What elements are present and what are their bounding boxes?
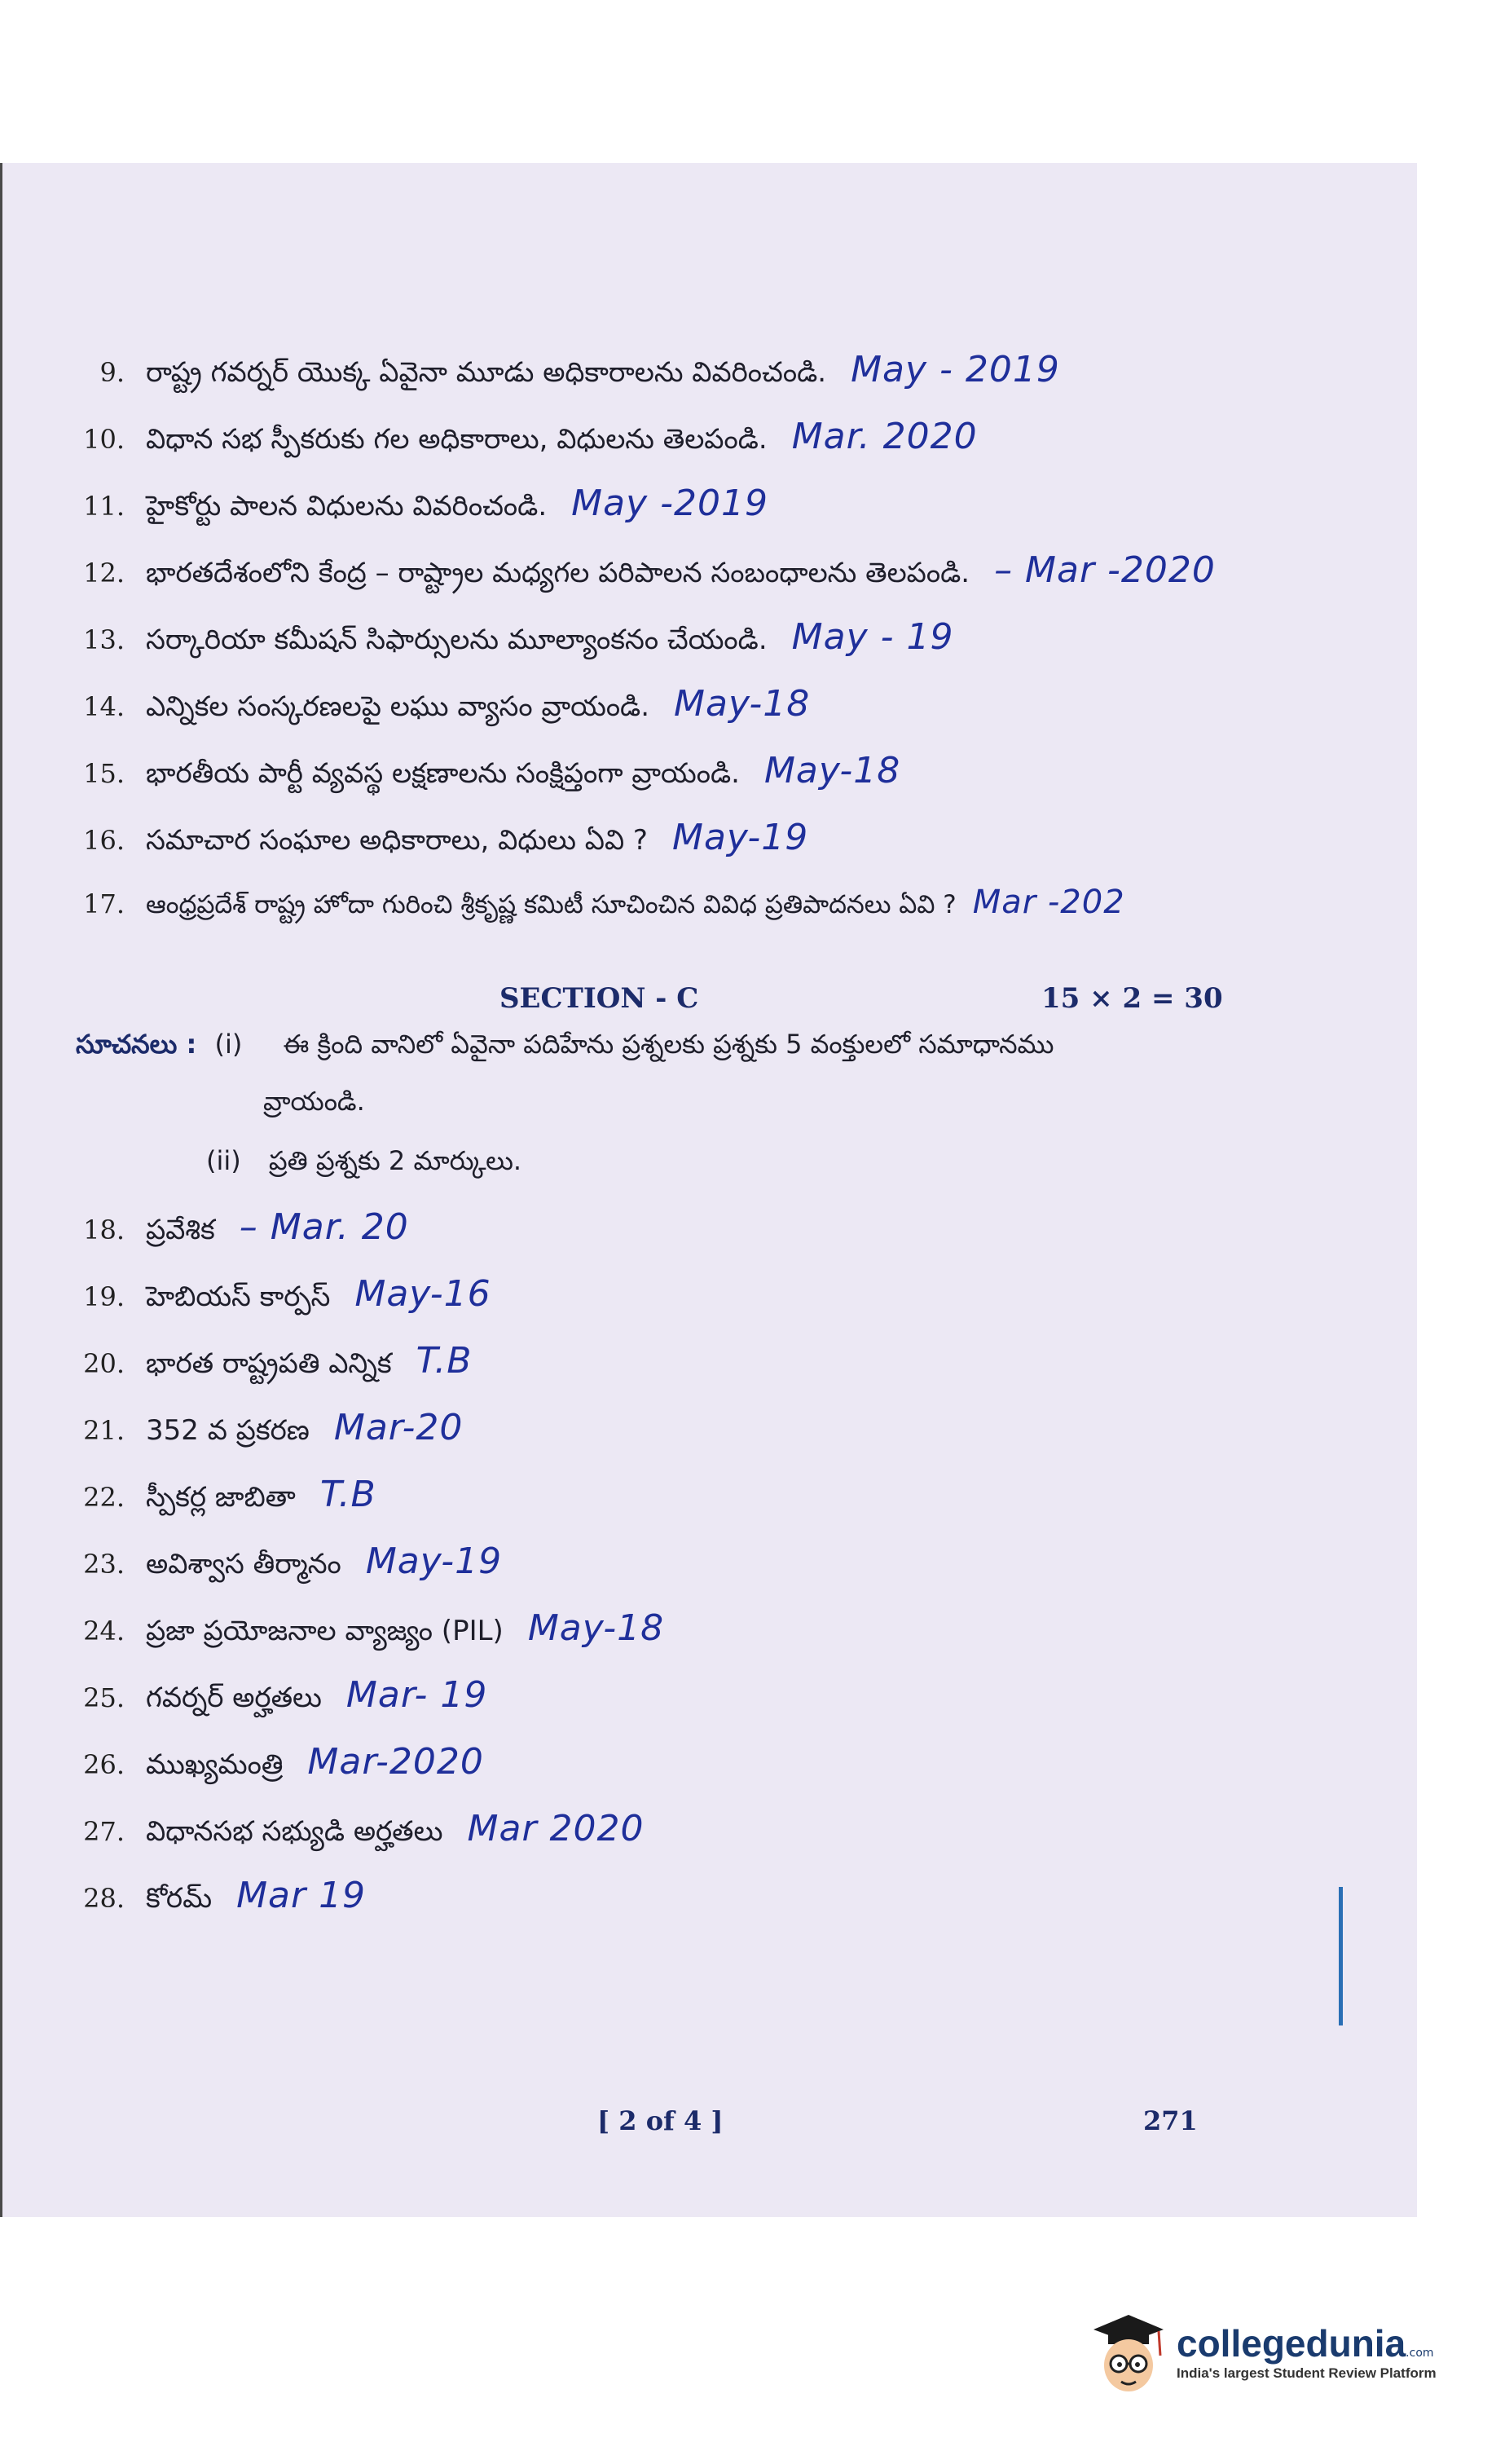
collegedunia-logo — [1092, 2307, 1437, 2396]
handwritten-note: T.B — [416, 1340, 473, 1382]
handwritten-note: May-18 — [763, 750, 901, 791]
question-19 — [76, 1273, 491, 1320]
question-text: ఎన్నికల సంస్కరణలపై లఘు వ్యాసం వ్రాయండి. — [146, 690, 650, 723]
question-26 — [76, 1741, 484, 1787]
question-17 — [76, 884, 1125, 925]
brand-domain: .com — [1406, 2347, 1434, 2360]
handwritten-note: Mar -202 — [972, 884, 1125, 921]
question-15 — [76, 750, 900, 796]
question-text: విధాన సభ స్పీకరుకు గల అధికారాలు, విధులను తెలపండి. — [146, 423, 768, 456]
handwritten-note: – Mar -2020 — [994, 549, 1216, 591]
instruction-i-text: ఈ క్రింది వానిలో ఏవైనా పదిహేను ప్రశ్నలకు ప్రశ్నకు 5 వంక్తులలో సమాధానము — [283, 1029, 1054, 1060]
question-text: ముఖ్యమంత్రి — [146, 1748, 284, 1781]
question-13 — [76, 616, 953, 663]
handwritten-note: May - 19 — [791, 616, 954, 658]
instructions-line-2 — [206, 1145, 521, 1183]
question-text: భారత రాష్ట్రపతి ఎన్నిక — [146, 1347, 392, 1380]
question-22 — [76, 1474, 376, 1520]
question-11 — [76, 483, 768, 529]
question-number: 12. — [83, 558, 125, 588]
question-number: 26. — [83, 1749, 125, 1780]
question-25 — [76, 1674, 487, 1721]
question-text: హెబియస్ కార్పస్ — [146, 1280, 331, 1313]
question-28 — [76, 1875, 366, 1921]
logo-text-block — [1177, 2321, 1437, 2382]
handwritten-note: May-19 — [671, 817, 809, 858]
question-number: 10. — [83, 424, 125, 455]
handwritten-note: Mar 19 — [236, 1875, 367, 1916]
question-text: స్పీకర్ల జాబితా — [146, 1481, 296, 1514]
question-14 — [76, 683, 810, 730]
page-indicator: [ 2 of 4 ] — [597, 2105, 724, 2136]
question-text: ఆంధ్రప్రదేశ్ రాష్ట్ర హోదా గురించి శ్రీకృష్ణ కమిటీ సూచించిన వివిధ ప్రతిపాదనలు ఏవి ? — [146, 890, 957, 919]
question-text: అవిశ్వాస తీర్మానం — [146, 1548, 341, 1580]
handwritten-note: T.B — [319, 1474, 376, 1515]
question-number: 9. — [99, 357, 125, 388]
section-title: SECTION - C — [499, 982, 699, 1015]
brand-tagline: India's largest Student Review Platform — [1177, 2365, 1437, 2381]
question-number: 15. — [83, 758, 125, 789]
question-text: భారతదేశంలోని కేంద్ర – రాష్ట్రాల మధ్యగల పరిపాలన సంబంధాలను తెలపండి. — [146, 557, 970, 589]
instruction-i-marker: (i) — [214, 1029, 243, 1060]
question-number: 25. — [83, 1682, 125, 1713]
question-number: 11. — [83, 491, 125, 522]
handwritten-note: Mar. 2020 — [791, 416, 978, 457]
question-text: భారతీయ పార్టీ వ్యవస్థ లక్షణాలను సంక్షిప్తంగా వ్రాయండి. — [146, 757, 740, 790]
question-number: 28. — [83, 1883, 125, 1914]
instruction-ii-text: ప్రతి ప్రశ్నకు 2 మార్కులు. — [268, 1145, 522, 1176]
question-18 — [76, 1206, 409, 1253]
question-text: సర్కారియా కమీషన్ సిఫార్సులను మూల్యాంకనం చేయండి. — [146, 624, 768, 656]
handwritten-note: May-18 — [674, 683, 811, 725]
paper-code: 271 — [1143, 2105, 1198, 2136]
question-number: 13. — [83, 624, 125, 655]
instruction-ii-marker: (ii) — [206, 1145, 241, 1176]
question-number: 14. — [83, 691, 125, 722]
question-text: 352 వ ప్రకరణ — [146, 1414, 310, 1447]
question-12 — [76, 549, 1216, 596]
question-number: 21. — [83, 1415, 125, 1446]
handwritten-note: – Mar. 20 — [239, 1206, 409, 1248]
handwritten-note: Mar- 19 — [345, 1674, 488, 1716]
question-number: 16. — [83, 825, 125, 856]
question-text: సమాచార సంఘాల అధికారాలు, విధులు ఏవి ? — [146, 824, 648, 857]
question-number: 19. — [83, 1281, 125, 1312]
handwritten-note: Mar-2020 — [307, 1741, 484, 1783]
question-number: 18. — [83, 1214, 125, 1245]
question-text: రాష్ట్ర గవర్నర్ యొక్క ఏవైనా మూడు అధికారాలను వివరించండి. — [146, 356, 827, 389]
question-number: 20. — [83, 1348, 125, 1379]
question-10 — [76, 416, 978, 462]
question-21 — [76, 1407, 463, 1453]
instructions-line-1 — [76, 1029, 1054, 1066]
question-number: 22. — [83, 1482, 125, 1513]
question-24 — [76, 1607, 664, 1654]
question-number: 23. — [83, 1549, 125, 1580]
question-16 — [76, 817, 808, 863]
question-20 — [76, 1340, 472, 1386]
handwritten-note: May-16 — [354, 1273, 491, 1315]
question-text: ప్రవేశిక — [146, 1214, 215, 1246]
section-marks: 15 × 2 = 30 — [1041, 982, 1223, 1015]
question-number: 27. — [83, 1816, 125, 1847]
question-text: కోరమ్ — [146, 1882, 213, 1915]
question-number: 17. — [83, 888, 125, 919]
instruction-i-text-cont: వ్రాయండి. — [263, 1086, 365, 1117]
margin-line — [1339, 1887, 1343, 2025]
handwritten-note: Mar-20 — [333, 1407, 464, 1448]
handwritten-note: May - 2019 — [851, 349, 1060, 390]
question-text: విధానసభ సభ్యుడి అర్హతలు — [146, 1815, 443, 1848]
question-text: హైకోర్టు పాలన విధులను వివరించండి. — [146, 490, 548, 522]
question-23 — [76, 1541, 502, 1587]
brand-name: collegedunia — [1177, 2322, 1406, 2365]
exam-page — [0, 163, 1417, 2217]
question-text: ప్రజా ప్రయోజనాల వ్యాజ్యం (PIL) — [146, 1615, 504, 1647]
question-9 — [76, 349, 1060, 395]
handwritten-note: May-18 — [527, 1607, 665, 1649]
handwritten-note: May -2019 — [571, 483, 768, 524]
handwritten-note: Mar 2020 — [467, 1808, 645, 1849]
instructions-label: సూచనలు : — [76, 1029, 197, 1060]
question-text: గవర్నర్ అర్హతలు — [146, 1682, 322, 1714]
student-mascot-icon — [1092, 2307, 1165, 2396]
question-number: 24. — [83, 1615, 125, 1646]
handwritten-note: May-19 — [365, 1541, 503, 1582]
question-27 — [76, 1808, 645, 1854]
